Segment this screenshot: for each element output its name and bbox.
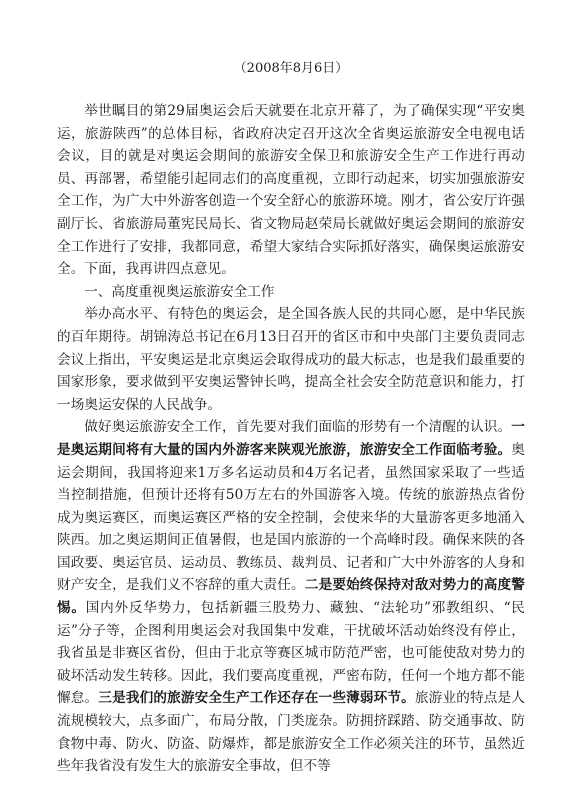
para3-point-three: 三是我们的旅游安全生产工作还存在一些薄弱环节。 [98, 690, 415, 707]
section1-paragraph-2 [57, 416, 525, 778]
section-heading-1: 一、高度重视奥运旅游安全工作 [84, 283, 275, 300]
para3-sentence-3: 奥运会期间，我国将迎来1万多名运动员和4万名记者，虽然国家采取了一些适当控制措施，但预计还将有50万左右的外国游客入境。传统的旅游热点省份成为奥运赛区，而奥运赛区严格的安全控制，会使来华的大量游客更多地涌入陕西。加之奥运期间正值暑假，也是国内旅游的一个高峰时段。确保来陕的各国政要、奥运官员、运动员、教练员、裁判员、记者和广大中外游客的人身和财产安全，是我们义不容辞的重大责任。 [57, 441, 525, 594]
para3-sentence-7: 旅游业的特点是人流规模较大，点多面广，布局分散，门类庞杂。防拥挤踩踏、防交通事故、防食物中毒、防火、防盗、防爆炸，都是旅游安全工作必须关注的环节，虽然近些年我省没有发生大的旅游安全事故，但不等 [57, 690, 525, 775]
para3-point-one: 一是奥运期间将有大量的国内外游客来陕观光旅游，旅游安全工作面临考验。 [57, 419, 525, 458]
intro-paragraph [57, 100, 525, 281]
section1-paragraph-1: 举办高水平、有特色的奥运会，是全国各族人民的共同心愿，是中华民族的百年期待。胡锦涛总书记在6月13日召开的省区市和中央部门主要负责同志会议上指出，平安奥运是北京奥运会取得成功的最大标志，也是我们最重要的国家形象，要求做到平安奥运警钟长鸣，提高全社会安全防范意识和能力，打一场奥运安保的人民战争。 [57, 306, 525, 413]
intro-paragraph-text: 举世瞩目的第29届奥运会后天就要在北京开幕了，为了确保实现“平安奥运，旅游陕西”的总体目标，省政府决定召开这次全省奥运旅游安全电视电话会议，目的就是对奥运会期间的旅游安全保卫和旅游安全生产工作进行再动员、再部署，希望能引起同志们的高度重视，立即行动起来，切实加强旅游安全工作，为广大中外游客创造一个安全舒心的旅游环境。刚才，省公安厅许强副厅长、省旅游局董宪民局长、省文物局赵荣局长就做好奥运会期间的旅游安全工作进行了安排，我都同意，希望大家结合实际抓好落实，确保奥运旅游安全。下面，我再讲四点意见。 [57, 103, 525, 278]
document-date: （2008年8月6日） [233, 61, 349, 76]
para3-sentence-5: 国内外反华势力，包括新疆三股势力、藏独、“法轮功”邪教组织、“民运”分子等，企图利用奥运会对我国集中发难，干扰破坏活动始终没有停止，我省虽是非赛区省份，但由于北京等赛区城市防范严密，也可能使敌对势力的破坏活动发生转移。因此，我们要高度重视，严密布防，任何一个地方都不能懈怠。 [57, 600, 526, 707]
para3-point-two: 二是要始终保持对敌对势力的高度警惕。 [57, 577, 525, 617]
para3-sentence-1: 做好奥运旅游安全工作，首先要对我们面临的形势有一个清醒的认识。 [84, 419, 512, 436]
document-page [57, 58, 525, 778]
